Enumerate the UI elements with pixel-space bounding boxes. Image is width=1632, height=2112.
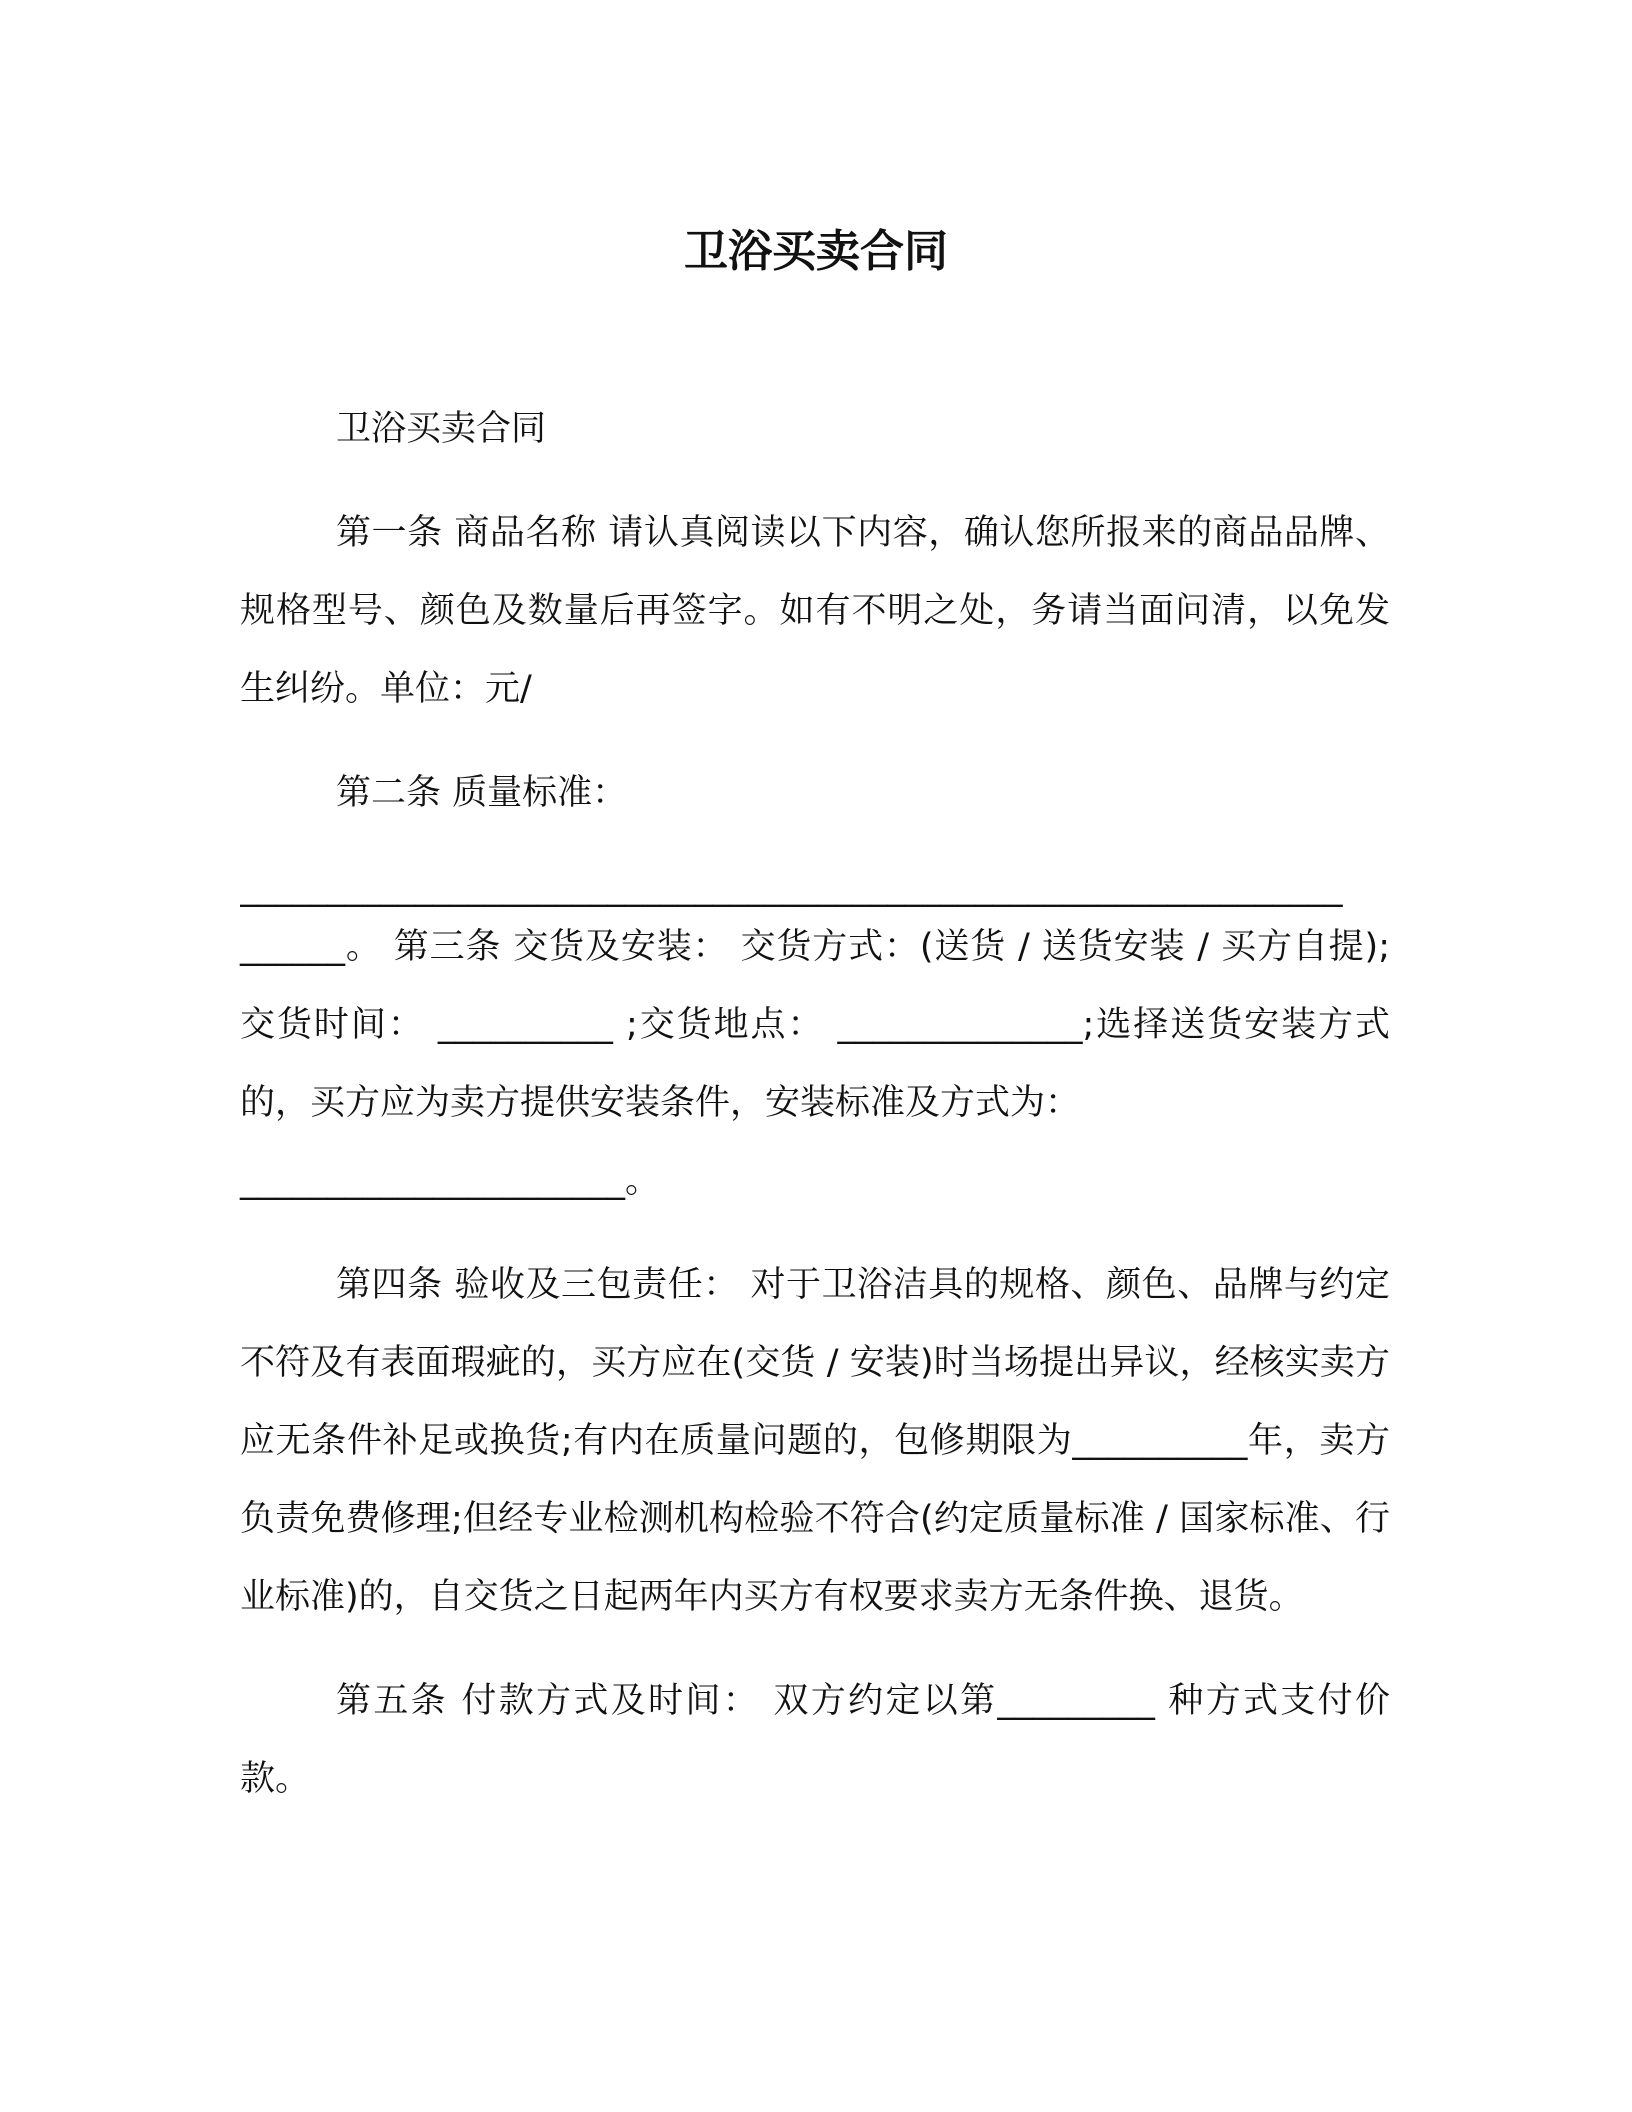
- spacer: [240, 728, 1390, 754]
- clause-5: 第五条 付款方式及时间： 双方约定以第_________ 种方式支付价款。: [240, 1681, 1390, 1799]
- spacer: [240, 468, 1390, 494]
- clause-3: ______。 第三条 交货及安装： 交货方式：(送货 / 送货安装 / 买方自提);交货时间： __________ ;交货地点： ______________;选择送货安装方式的，买方应为卖方提供安装条件，安装标准及方式为：: [240, 927, 1390, 1123]
- document-body: [240, 390, 1390, 1818]
- document-title: 卫浴买卖合同: [684, 226, 948, 277]
- spacer: [240, 832, 1390, 868]
- clause-1: 第一条 商品名称 请认真阅读以下内容，确认您所报来的商品品牌、规格型号、颜色及数量后再签字。如有不明之处，务请当面问清，以免发生纠纷。单位：元/: [240, 513, 1390, 709]
- spacer: [240, 1636, 1390, 1662]
- subtitle: 卫浴买卖合同: [336, 409, 547, 449]
- clause-4: 第四条 验收及三包责任： 对于卫浴洁具的规格、颜色、品牌与约定不符及有表面瑕疵的，买方应在(交货 / 安装)时当场提出异议，经核实卖方应无条件补足或换货;有内在质量问题的，包修期限为__________年，卖方负责免费修理;但经专业检测机构检验不符合(约定质量标准 / 国家标准、行业标准)的，自交货之日起两年内买方有权要求卖方无条件换、退货。: [240, 1265, 1390, 1617]
- clause-2-label: 第二条 质量标准：: [336, 773, 628, 813]
- clause-2-blank-line: _______________________________________________________________: [240, 868, 1343, 908]
- clause-3-blank: ______________________。: [240, 1161, 661, 1201]
- spacer: [240, 1220, 1390, 1246]
